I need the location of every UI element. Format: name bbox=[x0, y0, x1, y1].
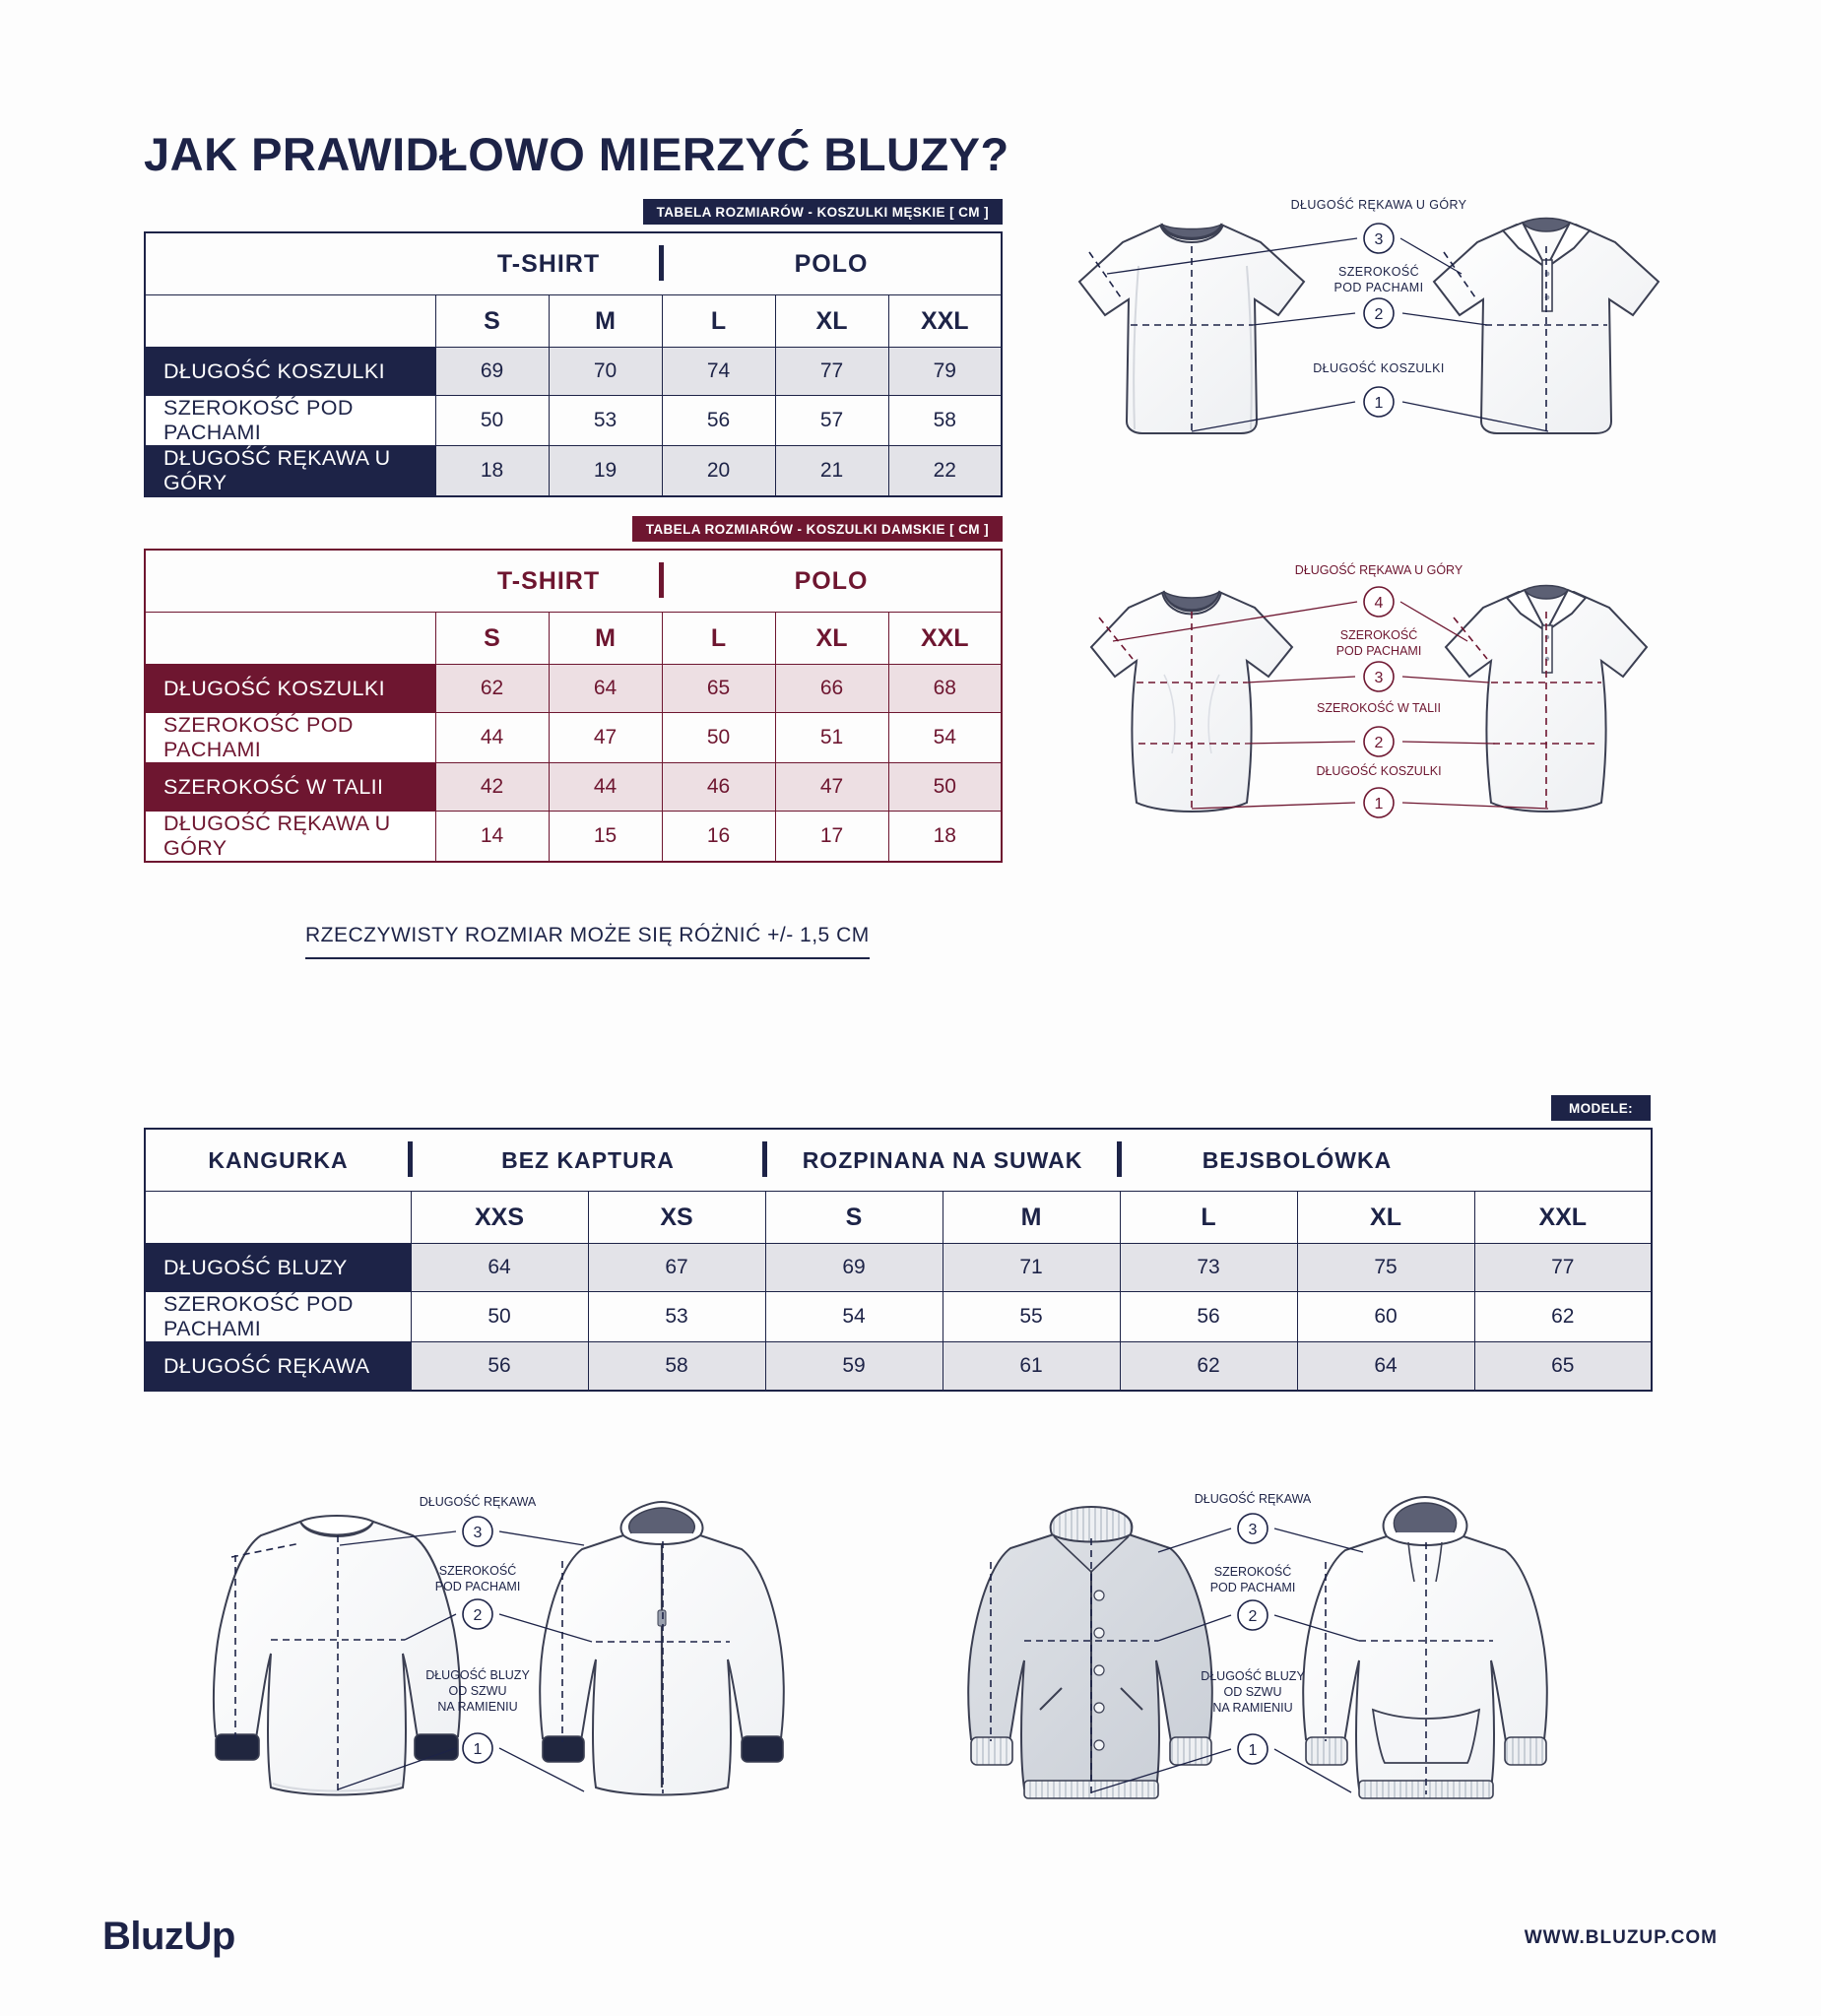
mens-size-m: M bbox=[549, 295, 662, 348]
table-row bbox=[145, 396, 1002, 446]
cell: 14 bbox=[435, 812, 549, 863]
womens-size-xl: XL bbox=[775, 613, 888, 665]
cell: 17 bbox=[775, 812, 888, 863]
svg-text:3: 3 bbox=[1374, 231, 1384, 248]
hoodie-size-l: L bbox=[1120, 1192, 1297, 1244]
hoodie-right-label-chest-1: SZEROKOŚĆ bbox=[1213, 1565, 1292, 1579]
cell: 56 bbox=[411, 1342, 588, 1392]
mens-row-label-sleeve: DŁUGOŚĆ RĘKAWA U GÓRY bbox=[145, 446, 435, 497]
womens-label-chest-width-2: POD PACHAMI bbox=[1335, 644, 1422, 658]
cell: 64 bbox=[549, 665, 662, 713]
hoodie-diagram-right bbox=[945, 1477, 1674, 1847]
hoodie-model-rozpinana-label: ROZPINANA NA SUWAK bbox=[802, 1146, 1083, 1173]
page-title: JAK PRAWIDŁOWO MIERZYĆ BLUZY? bbox=[144, 128, 1009, 181]
hoodie-left-label-sleeve: DŁUGOŚĆ RĘKAWA bbox=[419, 1495, 537, 1509]
hoodie-model-rozpinana bbox=[765, 1129, 1120, 1192]
mens-label-chest-width-2: POD PACHAMI bbox=[1333, 281, 1424, 294]
cell: 54 bbox=[765, 1292, 943, 1342]
cell: 16 bbox=[662, 812, 775, 863]
logo-text-bluz: Bluz bbox=[102, 1915, 184, 1958]
mens-label-sleeve-length: DŁUGOŚĆ RĘKAWA U GÓRY bbox=[1290, 198, 1467, 212]
svg-text:4: 4 bbox=[1374, 595, 1384, 612]
hoodie-size-xs: XS bbox=[588, 1192, 765, 1244]
hoodie-left-label-chest-1: SZEROKOŚĆ bbox=[438, 1564, 517, 1578]
cell: 64 bbox=[411, 1244, 588, 1292]
table-row bbox=[145, 1292, 1652, 1342]
hoodie-size-m: M bbox=[943, 1192, 1120, 1244]
hoodie-row-label-sleeve: DŁUGOŚĆ RĘKAWA bbox=[145, 1342, 411, 1392]
mens-shirt-diagram bbox=[1044, 187, 1723, 502]
svg-text:1: 1 bbox=[1248, 1742, 1258, 1759]
cell: 71 bbox=[943, 1244, 1120, 1292]
mens-size-header-row bbox=[145, 295, 1002, 348]
cell: 69 bbox=[765, 1244, 943, 1292]
cell: 44 bbox=[435, 713, 549, 763]
hoodie-right-label-length-3: NA RAMIENIU bbox=[1212, 1701, 1293, 1715]
cell: 77 bbox=[1474, 1244, 1652, 1292]
svg-text:2: 2 bbox=[1374, 306, 1384, 323]
womens-size-header-row bbox=[145, 613, 1002, 665]
cell: 57 bbox=[775, 396, 888, 446]
cell: 19 bbox=[549, 446, 662, 497]
womens-size-l: L bbox=[662, 613, 775, 665]
cell: 47 bbox=[775, 763, 888, 812]
hoodie-right-label-length-2: OD SZWU bbox=[1223, 1685, 1282, 1699]
cell: 64 bbox=[1297, 1342, 1474, 1392]
cell: 53 bbox=[588, 1292, 765, 1342]
cell: 44 bbox=[549, 763, 662, 812]
womens-label-shirt-length: DŁUGOŚĆ KOSZULKI bbox=[1316, 764, 1442, 778]
mens-row-label-chest: SZEROKOŚĆ POD PACHAMI bbox=[145, 396, 435, 446]
mens-row-label-length: DŁUGOŚĆ KOSZULKI bbox=[145, 348, 435, 396]
cell: 62 bbox=[1474, 1292, 1652, 1342]
hoodie-model-kangurka: KANGURKA bbox=[145, 1129, 411, 1192]
womens-size-table bbox=[144, 549, 1003, 863]
cell: 60 bbox=[1297, 1292, 1474, 1342]
cell: 21 bbox=[775, 446, 888, 497]
cell: 67 bbox=[588, 1244, 765, 1292]
cell: 50 bbox=[888, 763, 1002, 812]
mens-label-chest-width-1: SZEROKOŚĆ bbox=[1337, 265, 1420, 279]
mens-size-xxl: XXL bbox=[888, 295, 1002, 348]
cell: 56 bbox=[1120, 1292, 1297, 1342]
hoodie-size-xxs: XXS bbox=[411, 1192, 588, 1244]
cell: 62 bbox=[1120, 1342, 1297, 1392]
hoodie-row-label-chest: SZEROKOŚĆ POD PACHAMI bbox=[145, 1292, 411, 1342]
hoodie-left-label-length-2: OD SZWU bbox=[448, 1684, 507, 1698]
hoodie-model-bez-kaptura bbox=[411, 1129, 765, 1192]
womens-row-label-length: DŁUGOŚĆ KOSZULKI bbox=[145, 665, 435, 713]
cell: 69 bbox=[435, 348, 549, 396]
mens-category-polo-label: POLO bbox=[794, 249, 869, 278]
svg-text:3: 3 bbox=[1374, 670, 1384, 686]
womens-size-m: M bbox=[549, 613, 662, 665]
cell: 56 bbox=[662, 396, 775, 446]
cell: 53 bbox=[549, 396, 662, 446]
mens-empty-corner bbox=[145, 232, 435, 295]
hoodie-row-label-length: DŁUGOŚĆ BLUZY bbox=[145, 1244, 411, 1292]
mens-label-shirt-length: DŁUGOŚĆ KOSZULKI bbox=[1313, 361, 1445, 375]
cell: 51 bbox=[775, 713, 888, 763]
womens-row-label-chest: SZEROKOŚĆ POD PACHAMI bbox=[145, 713, 435, 763]
hoodie-right-label-length-1: DŁUGOŚĆ BLUZY bbox=[1201, 1669, 1305, 1683]
table-row bbox=[145, 1342, 1652, 1392]
table-row bbox=[145, 763, 1002, 812]
mens-category-row bbox=[145, 232, 1002, 295]
cell: 73 bbox=[1120, 1244, 1297, 1292]
mens-size-table bbox=[144, 231, 1003, 497]
hoodie-left-label-chest-2: POD PACHAMI bbox=[434, 1580, 521, 1593]
cell: 50 bbox=[662, 713, 775, 763]
cell: 47 bbox=[549, 713, 662, 763]
table-row bbox=[145, 713, 1002, 763]
womens-shirt-diagram bbox=[1044, 556, 1723, 881]
svg-text:2: 2 bbox=[1374, 735, 1384, 751]
mens-category-tshirt: T-SHIRT bbox=[435, 232, 662, 295]
cell: 42 bbox=[435, 763, 549, 812]
mens-size-table-block bbox=[144, 204, 1003, 497]
cell: 77 bbox=[775, 348, 888, 396]
cell: 62 bbox=[435, 665, 549, 713]
womens-table-caption: TABELA ROZMIARÓW - KOSZULKI DAMSKIE [ CM ] bbox=[632, 516, 1003, 542]
cell: 66 bbox=[775, 665, 888, 713]
cell: 70 bbox=[549, 348, 662, 396]
womens-label-sleeve-length: DŁUGOŚĆ RĘKAWA U GÓRY bbox=[1294, 563, 1463, 577]
mens-size-s: S bbox=[435, 295, 549, 348]
hoodie-model-bez-kaptura-label: BEZ KAPTURA bbox=[501, 1146, 675, 1173]
cell: 18 bbox=[888, 812, 1002, 863]
logo-text-up: Up bbox=[183, 1915, 235, 1958]
website-url: WWW.BLUZUP.COM bbox=[1524, 1927, 1718, 1948]
svg-text:3: 3 bbox=[473, 1525, 483, 1541]
svg-text:2: 2 bbox=[473, 1607, 483, 1624]
brand-logo bbox=[102, 1915, 235, 1959]
cell: 50 bbox=[435, 396, 549, 446]
womens-size-header-blank bbox=[145, 613, 435, 665]
womens-empty-corner bbox=[145, 550, 435, 613]
cell: 75 bbox=[1297, 1244, 1474, 1292]
svg-text:2: 2 bbox=[1248, 1608, 1258, 1625]
cell: 18 bbox=[435, 446, 549, 497]
svg-text:1: 1 bbox=[473, 1741, 483, 1758]
hoodie-size-s: S bbox=[765, 1192, 943, 1244]
hoodie-model-bejsbolowka bbox=[1120, 1129, 1474, 1192]
womens-category-row bbox=[145, 550, 1002, 613]
size-disclaimer: RZECZYWISTY ROZMIAR MOŻE SIĘ RÓŻNIĆ +/- 1,5 CM bbox=[305, 924, 870, 959]
table-row bbox=[145, 1244, 1652, 1292]
hoodie-left-label-length-3: NA RAMIENIU bbox=[437, 1700, 518, 1714]
womens-size-table-block bbox=[144, 521, 1003, 863]
hoodie-diagram-left bbox=[192, 1492, 862, 1847]
womens-row-label-waist: SZEROKOŚĆ W TALII bbox=[145, 763, 435, 812]
cell: 65 bbox=[1474, 1342, 1652, 1392]
hoodie-size-xxl: XXL bbox=[1474, 1192, 1652, 1244]
cell: 74 bbox=[662, 348, 775, 396]
table-row bbox=[145, 446, 1002, 497]
cell: 59 bbox=[765, 1342, 943, 1392]
cell: 54 bbox=[888, 713, 1002, 763]
hoodie-size-header-blank bbox=[145, 1192, 411, 1244]
womens-row-label-sleeve: DŁUGOŚĆ RĘKAWA U GÓRY bbox=[145, 812, 435, 863]
hoodie-size-xl: XL bbox=[1297, 1192, 1474, 1244]
cell: 79 bbox=[888, 348, 1002, 396]
svg-text:3: 3 bbox=[1248, 1522, 1258, 1538]
cell: 58 bbox=[588, 1342, 765, 1392]
table-row bbox=[145, 665, 1002, 713]
table-row bbox=[145, 348, 1002, 396]
table-row bbox=[145, 812, 1002, 863]
cell: 55 bbox=[943, 1292, 1120, 1342]
mens-category-polo bbox=[662, 232, 1002, 295]
cell: 65 bbox=[662, 665, 775, 713]
hoodie-right-label-sleeve: DŁUGOŚĆ RĘKAWA bbox=[1194, 1492, 1312, 1506]
mens-size-xl: XL bbox=[775, 295, 888, 348]
svg-text:1: 1 bbox=[1374, 796, 1384, 813]
womens-category-polo-label: POLO bbox=[794, 566, 869, 595]
hoodie-right-label-chest-2: POD PACHAMI bbox=[1209, 1581, 1296, 1594]
hoodie-model-row bbox=[145, 1129, 1652, 1192]
svg-text:1: 1 bbox=[1374, 395, 1384, 412]
cell: 22 bbox=[888, 446, 1002, 497]
cell: 61 bbox=[943, 1342, 1120, 1392]
cell: 15 bbox=[549, 812, 662, 863]
womens-size-s: S bbox=[435, 613, 549, 665]
hoodie-table-caption: MODELE: bbox=[1551, 1095, 1651, 1121]
cell: 58 bbox=[888, 396, 1002, 446]
cell: 68 bbox=[888, 665, 1002, 713]
cell: 20 bbox=[662, 446, 775, 497]
womens-size-xxl: XXL bbox=[888, 613, 1002, 665]
cell: 46 bbox=[662, 763, 775, 812]
hoodie-size-table bbox=[144, 1128, 1653, 1392]
mens-size-l: L bbox=[662, 295, 775, 348]
mens-size-header-blank bbox=[145, 295, 435, 348]
womens-label-chest-width-1: SZEROKOŚĆ bbox=[1339, 628, 1418, 642]
hoodie-size-header-row bbox=[145, 1192, 1652, 1244]
hoodie-left-label-length-1: DŁUGOŚĆ BLUZY bbox=[425, 1668, 530, 1682]
mens-table-caption: TABELA ROZMIARÓW - KOSZULKI MĘSKIE [ CM ] bbox=[643, 199, 1003, 225]
cell: 50 bbox=[411, 1292, 588, 1342]
womens-category-polo bbox=[662, 550, 1002, 613]
womens-label-waist-width: SZEROKOŚĆ W TALII bbox=[1317, 701, 1441, 715]
womens-category-tshirt: T-SHIRT bbox=[435, 550, 662, 613]
hoodie-model-bejsbolowka-label: BEJSBOLÓWKA bbox=[1202, 1146, 1393, 1173]
